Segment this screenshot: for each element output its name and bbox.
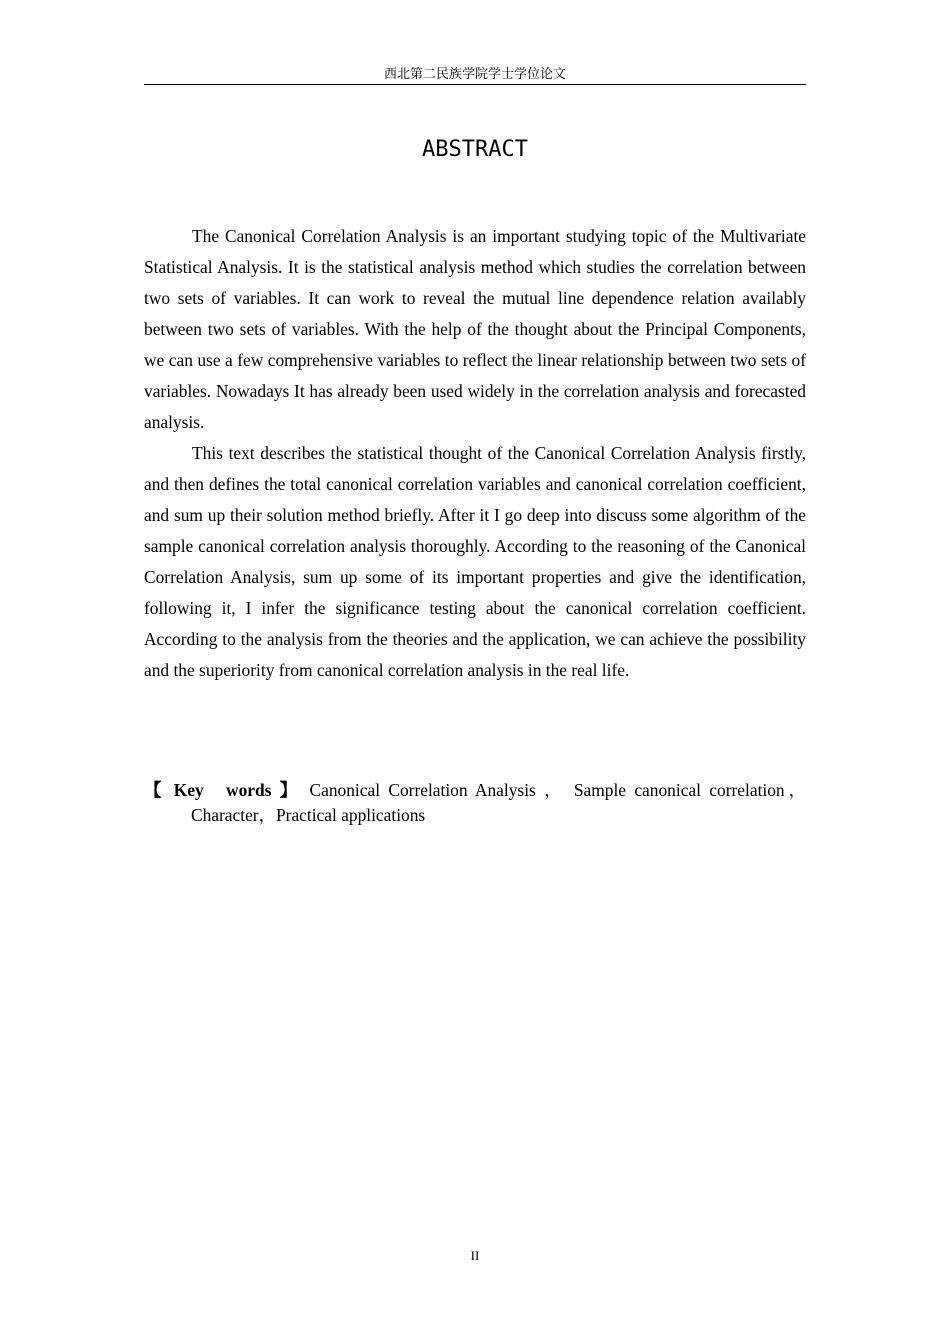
- keywords-label: Key words: [173, 780, 272, 800]
- keywords-text: Canonical Correlation Analysis ， Sample canonical correlation，Character，Practical applications: [191, 780, 806, 825]
- abstract-paragraph-1: The Canonical Correlation Analysis is an important studying topic of the Multivariate Statistical Analysis. It is the statistical analysis method which studies the correlation between two sets of variables. It can work to reveal the mutual line dependence relation availably between two sets of variables. With the help of the thought about the Principal Components, we can use a few comprehensive variables to reflect the linear relationship between two sets of variables. Nowadays It has already been used widely in the correlation analysis and forecasted analysis.: [144, 226, 806, 432]
- running-header: 西北第二民族学院学士学位论文: [144, 66, 806, 85]
- abstract-body: [144, 221, 806, 686]
- abstract-paragraph-2: This text describes the statistical thought of the Canonical Correlation Analysis firstly, and then defines the total canonical correlation variables and canonical correlation coefficient, and sum up their solution method briefly. After it I go deep into discuss some algorithm of the sample canonical correlation analysis thoroughly. According to the reasoning of the Canonical Correlation Analysis, sum up some of its important properties and give the identification, following it, I infer the significance testing about the canonical correlation coefficient. According to the analysis from the theories and the application, we can achieve the possibility and the superiority from canonical correlation analysis in the real life.: [144, 443, 806, 680]
- page-number: II: [470, 1248, 480, 1263]
- keywords-close-bracket: 】: [279, 781, 302, 801]
- abstract-heading: ABSTRACT: [422, 137, 528, 162]
- keywords-section: [144, 778, 806, 827]
- keywords-open-bracket: 【: [144, 781, 166, 801]
